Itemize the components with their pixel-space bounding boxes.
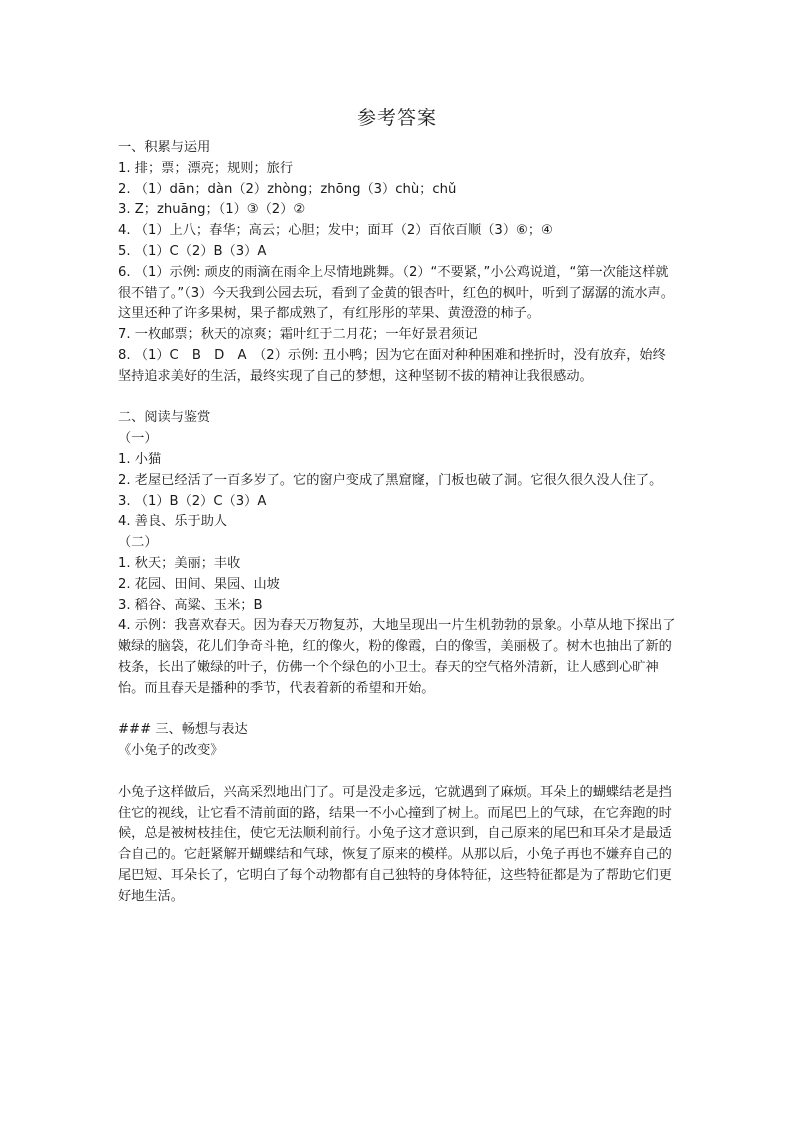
section-reading	[118, 408, 676, 699]
answer-sheet	[118, 104, 676, 907]
subsection-label: （二）	[118, 535, 158, 551]
answer-item: 4. （1）上八；春华；高云；心胆；发中；面耳（2）百依百顺（3）⑥；④	[118, 223, 553, 239]
section-accumulation	[118, 138, 676, 388]
section-heading: ### 三、畅想与表达	[118, 722, 248, 738]
section-writing	[118, 720, 676, 907]
answer-item: 2. 花园、田间、果园、山坡	[118, 576, 280, 592]
essay-body: 小兔子这样做后，兴高采烈地出门了。可是没走多远，它就遇到了麻烦。耳朵上的蝴蝶结老是挡住它的视线，让它看不清前面的路，结果一不小心撞到了树上。而尾巴上的气球，在它奔跑的时候，总是被树枝挂住，使它无法顺利前行。小兔子这才意识到，自己原来的尾巴和耳朵才是最适合自己的。它赶紧解开蝴蝶结和气球，恢复了原来的模样。从那以后，小兔子再也不嫌弃自己的尾巴短、耳朵长了，它明白了每个动物都有自己独特的身体特征，这些特征都是为了帮助它们更好地生活。	[118, 784, 672, 904]
spacer	[118, 388, 676, 409]
spacer	[118, 762, 676, 783]
answer-item: 1. 排；票；漂亮；规则；旅行	[118, 160, 294, 176]
answer-item: 1. 秋天；美丽；丰收	[118, 555, 241, 571]
answer-item: 1. 小猫	[118, 451, 162, 467]
answer-item: 4. 示例：我喜欢春天。因为春天万物复苏，大地呈现出一片生机勃勃的景象。小草从地下探出了嫩绿的脑袋，花儿们争奇斗艳，红的像火，粉的像霞，白的像雪，美丽极了。树木也抽出了新的枝条，长出了嫩绿的叶子，仿佛一个个绿色的小卫士。春天的空气格外清新，让人感到心旷神怡。而且春天是播种的季节，代表着新的希望和开始。	[118, 618, 676, 696]
answer-item: 8. （1）C B D A （2）示例: 丑小鸭；因为它在面对种种困难和挫折时，没有放弃，始终坚持追求美好的生活，最终实现了自己的梦想，这种坚韧不拔的精神让我很感动。	[118, 347, 666, 384]
answer-item: 6. （1）示例: 顽皮的雨滴在雨伞上尽情地跳舞。（2）“不要紧，”小公鸡说道，“第一次能这样就很不错了。”（3）今天我到公园去玩，看到了金黄的银杏叶，红色的枫叶，听到了潺潺的流水声。这里还种了许多果树，果子都成熟了，有红彤彤的苹果、黄澄澄的柿子。	[118, 264, 674, 322]
page-title: 参考答案	[356, 107, 437, 129]
essay-title: 《小兔子的改变》	[118, 743, 224, 759]
answer-item: 7. 一枚邮票；秋天的凉爽；霜叶红于二月花；一年好景君须记	[118, 327, 478, 343]
spacer	[118, 700, 676, 721]
answer-item: 4. 善良、乐于助人	[118, 514, 228, 530]
answer-item: 2. 老屋已经活了一百多岁了。它的窗户变成了黑窟窿，门板也破了洞。它很久很久没人住了。	[118, 472, 663, 488]
answer-item: 2. （1）dān；dàn（2）zhòng；zhōng（3）chù；chǔ	[118, 181, 457, 197]
answer-item: 3. 稻谷、高粱、玉米；B	[118, 597, 263, 613]
section-heading: 二、阅读与鉴赏	[118, 410, 211, 426]
subsection-label: （一）	[118, 431, 158, 447]
answer-item: 3. Z；zhuāng；（1）③（2）②	[118, 202, 306, 218]
answer-item: 3. （1）B（2）C（3）A	[118, 493, 267, 509]
answer-item: 5. （1）C（2）B（3）A	[118, 243, 267, 259]
section-heading: 一、积累与运用	[118, 140, 211, 155]
